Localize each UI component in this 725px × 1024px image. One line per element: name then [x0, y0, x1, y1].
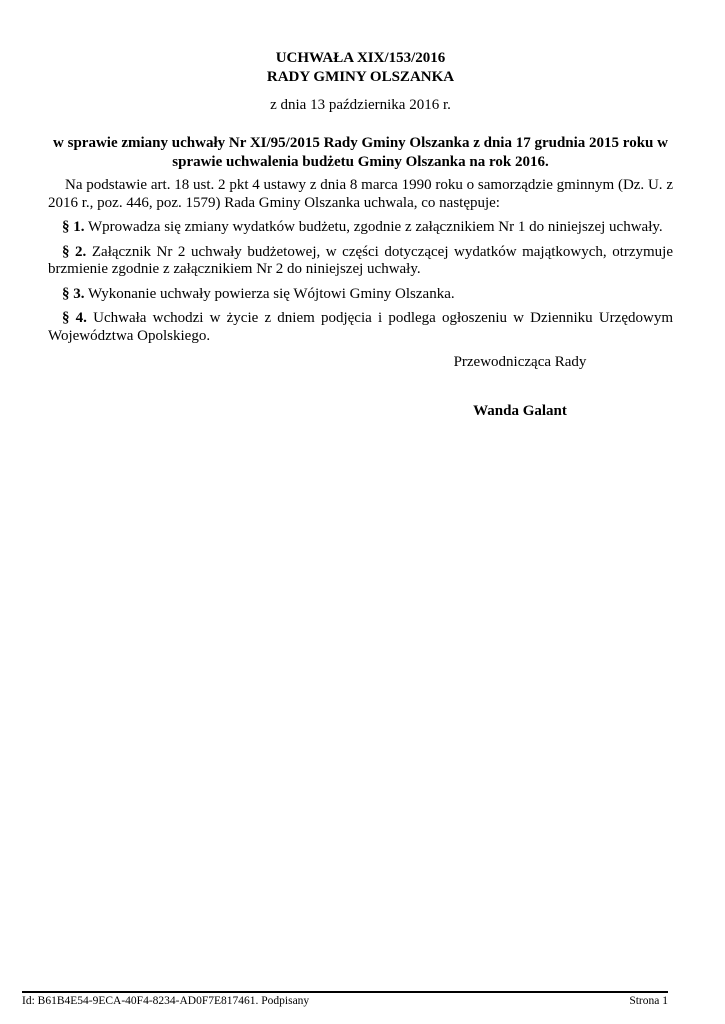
section-paragraph-1 [48, 219, 673, 237]
section-label-4: § 4. [62, 310, 87, 326]
section-text-2: Załącznik Nr 2 uchwały budżetowej, w części dotyczącej wydatków majątkowych, otrzymuje brzmienie zgodnie z załącznikiem Nr 2 do niniejszej uchwały. [48, 243, 674, 277]
signature-block [390, 354, 650, 420]
section-text-4: Uchwała wchodzi w życie z dniem podjęcia i podlega ogłoszeniu w Dzienniku Urzędowym Województwa Opolskiego. [48, 310, 673, 344]
section-label-3: § 3. [62, 285, 85, 302]
section-text-3: Wykonanie uchwały powierza się Wójtowi Gminy Olszanka. [87, 285, 455, 302]
signature-name: Wanda Galant [473, 403, 567, 419]
document-title-line2: RADY GMINY OLSZANKA [266, 69, 455, 85]
section-paragraph-3 [48, 286, 673, 304]
document-date-line: z dnia 13 października 2016 r. [270, 97, 451, 113]
preamble-paragraph: Na podstawie art. 18 ust. 2 pkt 4 ustawy z dnia 8 marca 1990 roku o samorządzie gminnym (Dz. U. z 2016 r., poz. 446, poz. 1579) Rada Gminy Olszanka uchwala, co następuje: [48, 177, 673, 211]
document-content [48, 49, 673, 420]
document-subject: w sprawie zmiany uchwały Nr XI/95/2015 Rady Gminy Olszanka z dnia 17 grudnia 2015 roku w sprawie uchwalenia budżetu Gminy Olszanka na rok 2016. [53, 135, 668, 170]
page-footer [22, 991, 668, 1009]
footer-document-id: Id: B61B4E54-9ECA-40F4-8234-AD0F7E817461. Podpisany [22, 995, 310, 1007]
footer-page-number: Strona 1 [629, 995, 668, 1007]
document-title [48, 49, 673, 87]
document-title-line1: UCHWAŁA XIX/153/2016 [275, 50, 446, 66]
section-label-1: § 1. [62, 219, 85, 235]
section-paragraph-2 [48, 244, 673, 279]
signature-role: Przewodnicząca Rady [453, 354, 587, 370]
section-label-2: § 2. [62, 243, 87, 260]
section-text-1: Wprowadza się zmiany wydatków budżetu, zgodnie z załącznikiem Nr 1 do niniejszej uchwały. [87, 219, 663, 235]
section-paragraph-4 [48, 310, 673, 345]
